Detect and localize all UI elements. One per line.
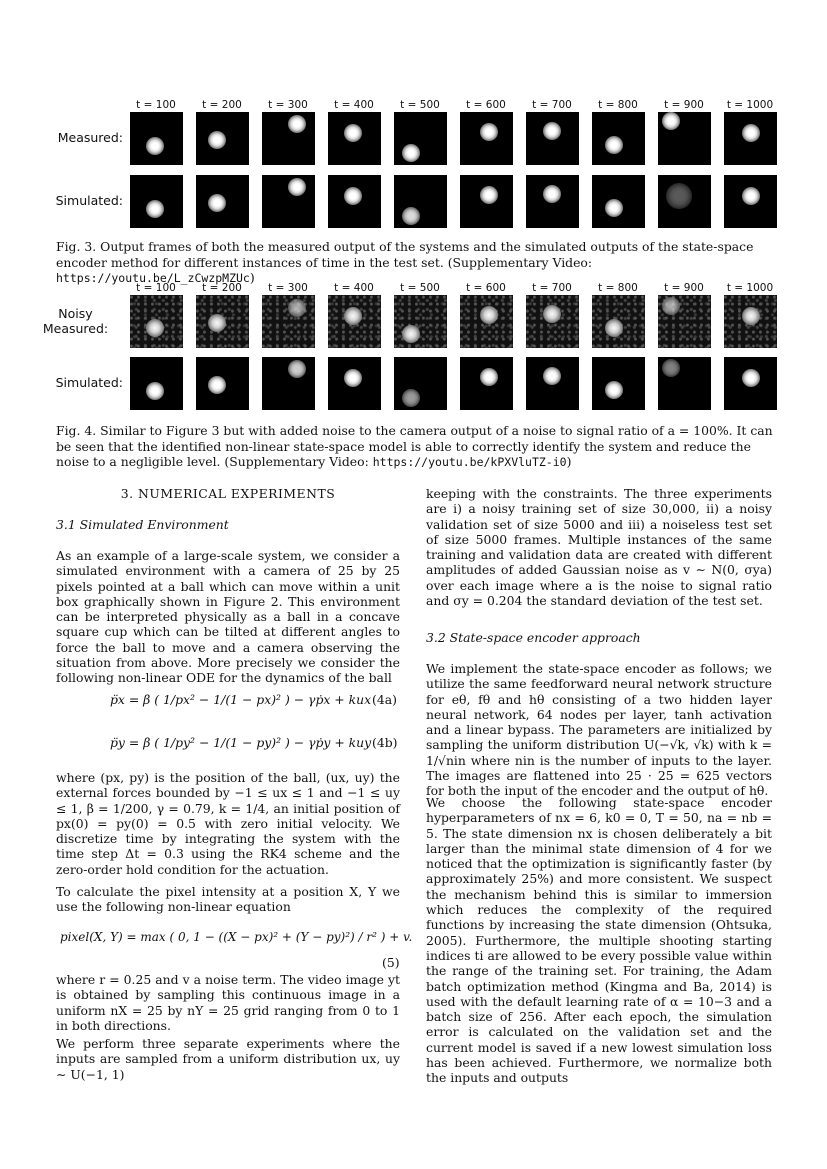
fig3-caption-text: Output frames of both the measured output of the systems and the simulated outputs of the state-space encoder method for different instances of time in the test set. (Supplementary Video: [56, 239, 754, 270]
fig4-simulated-frame [592, 357, 645, 410]
fig4-simulated-frame [724, 357, 777, 410]
fig4-caption-text: Similar to Figure 3 but with added noise to the camera output of a noise to signal ratio of a = 100%. It can be seen that the identified non-linear state-space model is able to correctly identify the system and reduce the noise to a negligible level. (Supplementary Video: [56, 423, 773, 469]
fig3-time-label: t = 400 [334, 99, 374, 111]
fig4-time-label: t = 100 [136, 282, 176, 294]
equation-4a-number: (4a) [372, 692, 397, 707]
fig3-row-label-simulated: Simulated: [55, 193, 123, 208]
right-paragraph-3: We choose the following state-space encoder hyperparameters of nx = 6, k0 = 0, T = 50, na = nb = 5. The state dimension nx is chosen deliberately a bit larger than the minimal state dimension of 4 for we noticed that the optimization is significantly faster (by approximately 25%) and more consistent. We suspect the mechanism behind this is similar to immersion which reduces the complexity of the required functions by increasing the state dimension (Ohtsuka, 2005). Furthermore, the multiple shooting starting indices ti are allowed to be every possible value within the range of the training set. For training, the Adam batch optimization method (Kingma and Ba, 2014) is used with the default learning rate of α = 10−3 and a batch size of 256. After each epoch, the simulation error is calculated on the validation set and the current model is saved if a new lowest simulation loss has been achieved. Furthermore, we normalize both the inputs and outputs [426, 795, 772, 1086]
fig4-time-label: t = 300 [268, 282, 308, 294]
fig4-noisy-frame [592, 295, 645, 348]
fig3-measured-frame [526, 112, 579, 165]
fig3-measured-frame [328, 112, 381, 165]
fig3-caption-end: ) [249, 270, 255, 285]
fig4-simulated-frame [196, 357, 249, 410]
subsection-title-3-2: 3.2 State-space encoder approach [426, 630, 641, 645]
fig3-measured-frame [262, 112, 315, 165]
fig3-simulated-frame [328, 175, 381, 228]
fig3-simulated-frame [592, 175, 645, 228]
fig4-noisy-frame [526, 295, 579, 348]
fig4-simulated-frame [130, 357, 183, 410]
equation-5-number: (5) [382, 955, 400, 970]
fig4-time-label: t = 1000 [726, 282, 774, 294]
fig3-measured-frame [394, 112, 447, 165]
fig4-time-label: t = 600 [466, 282, 506, 294]
left-paragraph-2: where (px, py) is the position of the ball, (ux, uy) the external forces bounded by −1 ≤ ux ≤ 1 and −1 ≤ uy ≤ 1, β = 1/200, γ = 0.79, k = 1/4, an initial position of px(0) = py(0) = 0.5 with zero initial velocity. We discretize time by integrating the system with the time step Δt = 0.3 using the RK4 scheme and the zero-order hold condition for the actuation. [56, 770, 400, 877]
fig3-measured-frame [460, 112, 513, 165]
fig4-caption-url[interactable]: https://youtu.be/kPXVluTZ-i0 [372, 455, 567, 469]
fig4-row-label-noisy [28, 306, 123, 336]
fig4-noisy-frame [460, 295, 513, 348]
fig3-time-label: t = 1000 [726, 99, 774, 111]
equation-4b: p̈y = β ( 1/py² − 1/(1 − py)² ) − γṗy + kuy [110, 735, 372, 750]
fig4-time-label: t = 900 [664, 282, 704, 294]
fig4-noisy-frame [130, 295, 183, 348]
fig4-time-label: t = 200 [202, 282, 242, 294]
fig3-time-label: t = 500 [400, 99, 440, 111]
fig4-simulated-frame [262, 357, 315, 410]
fig4-noisy-frame [658, 295, 711, 348]
fig4-time-label: t = 400 [334, 282, 374, 294]
fig3-measured-frame [196, 112, 249, 165]
fig4-caption-end: ) [566, 454, 572, 469]
left-paragraph-3: To calculate the pixel intensity at a position X, Y we use the following non-linear equation [56, 884, 400, 915]
fig4-caption [56, 423, 774, 471]
fig4-row-label-simulated: Simulated: [55, 375, 123, 390]
section-title: 3. NUMERICAL EXPERIMENTS [120, 486, 336, 501]
right-paragraph-2: We implement the state-space encoder as follows; we utilize the same feedforward neural network structure for eθ, fθ and hθ consisting of a two hidden layer neural network, 64 nodes per layer, tanh activation and a linear bypass. The parameters are initialized by sampling the uniform distribution U(−√k, √k) with k = 1/√nin where nin is the number of inputs to the layer. The images are flattened into 25 · 25 = 625 vectors for both the input of the encoder and the output of hθ. [426, 661, 772, 799]
fig3-simulated-frame [526, 175, 579, 228]
fig3-simulated-frame [724, 175, 777, 228]
fig4-noisy-frame [328, 295, 381, 348]
left-paragraph-1: As an example of a large-scale system, we consider a simulated environment with a camera of 25 by 25 pixels pointed at a ball which can move within a unit box graphically shown in Figure 2. This environment can be interpreted physically as a ball in a concave square cup which can be tilted at different angles to force the ball to move and a camera observing the situation from above. More precisely we consider the following non-linear ODE for the dynamics of the ball [56, 548, 400, 686]
fig3-measured-frame [724, 112, 777, 165]
equation-4b-number: (4b) [372, 735, 398, 750]
fig4-time-label: t = 800 [598, 282, 638, 294]
fig3-time-label: t = 100 [136, 99, 176, 111]
fig3-caption [56, 239, 774, 287]
equation-5: pixel(X, Y) = max ( 0, 1 − ((X − px)² + (Y − py)²) / r² ) + v. [60, 930, 413, 944]
fig3-time-label: t = 700 [532, 99, 572, 111]
fig4-row-label-noisy-line1: Noisy [58, 306, 93, 321]
fig4-simulated-frame [658, 357, 711, 410]
fig3-simulated-frame [196, 175, 249, 228]
left-paragraph-4: where r = 0.25 and v a noise term. The video image yt is obtained by sampling this continuous image in a uniform nX = 25 by nY = 25 grid ranging from 0 to 1 in both directions. [56, 972, 400, 1033]
fig4-noisy-frame [196, 295, 249, 348]
fig4-noisy-frame [724, 295, 777, 348]
fig3-simulated-frame [262, 175, 315, 228]
subsection-title-3-1: 3.1 Simulated Environment [56, 517, 229, 532]
fig3-measured-frame [130, 112, 183, 165]
fig4-time-label: t = 700 [532, 282, 572, 294]
fig4-simulated-frame [394, 357, 447, 410]
fig3-simulated-frame [460, 175, 513, 228]
fig3-time-label: t = 300 [268, 99, 308, 111]
fig4-simulated-frame [526, 357, 579, 410]
fig3-caption-label: Fig. 3. [56, 239, 97, 254]
left-paragraph-5: We perform three separate experiments where the inputs are sampled from a uniform distribution ux, uy ∼ U(−1, 1) [56, 1036, 400, 1082]
fig3-measured-frame [658, 112, 711, 165]
fig3-time-label: t = 800 [598, 99, 638, 111]
fig3-time-label: t = 600 [466, 99, 506, 111]
fig3-row-label-measured: Measured: [57, 130, 123, 145]
fig4-simulated-frame [328, 357, 381, 410]
right-paragraph-1: keeping with the constraints. The three experiments are i) a noisy training set of size 30,000, ii) a noisy validation set of size 5000 and iii) a noiseless test set of size 5000 frames. Multiple instances of the same training and validation data are created with different amplitudes of added Gaussian noise as v ∼ N(0, σya) over each image where a is the noise to signal ratio and σy = 0.204 the standard deviation of the test set. [426, 486, 772, 609]
fig3-time-label: t = 900 [664, 99, 704, 111]
fig3-caption-url[interactable]: https://youtu.be/L_zCwzpMZUc [56, 271, 250, 285]
fig3-time-label: t = 200 [202, 99, 242, 111]
equation-4a: p̈x = β ( 1/px² − 1/(1 − px)² ) − γṗx + kux [110, 692, 372, 707]
fig4-noisy-frame [394, 295, 447, 348]
fig4-time-label: t = 500 [400, 282, 440, 294]
fig3-measured-frame [592, 112, 645, 165]
fig3-simulated-frame [394, 175, 447, 228]
fig3-simulated-frame [658, 175, 711, 228]
fig4-row-label-noisy-line2: Measured: [42, 321, 109, 336]
fig3-simulated-frame [130, 175, 183, 228]
fig4-caption-label: Fig. 4. [56, 423, 97, 438]
fig4-simulated-frame [460, 357, 513, 410]
fig4-noisy-frame [262, 295, 315, 348]
